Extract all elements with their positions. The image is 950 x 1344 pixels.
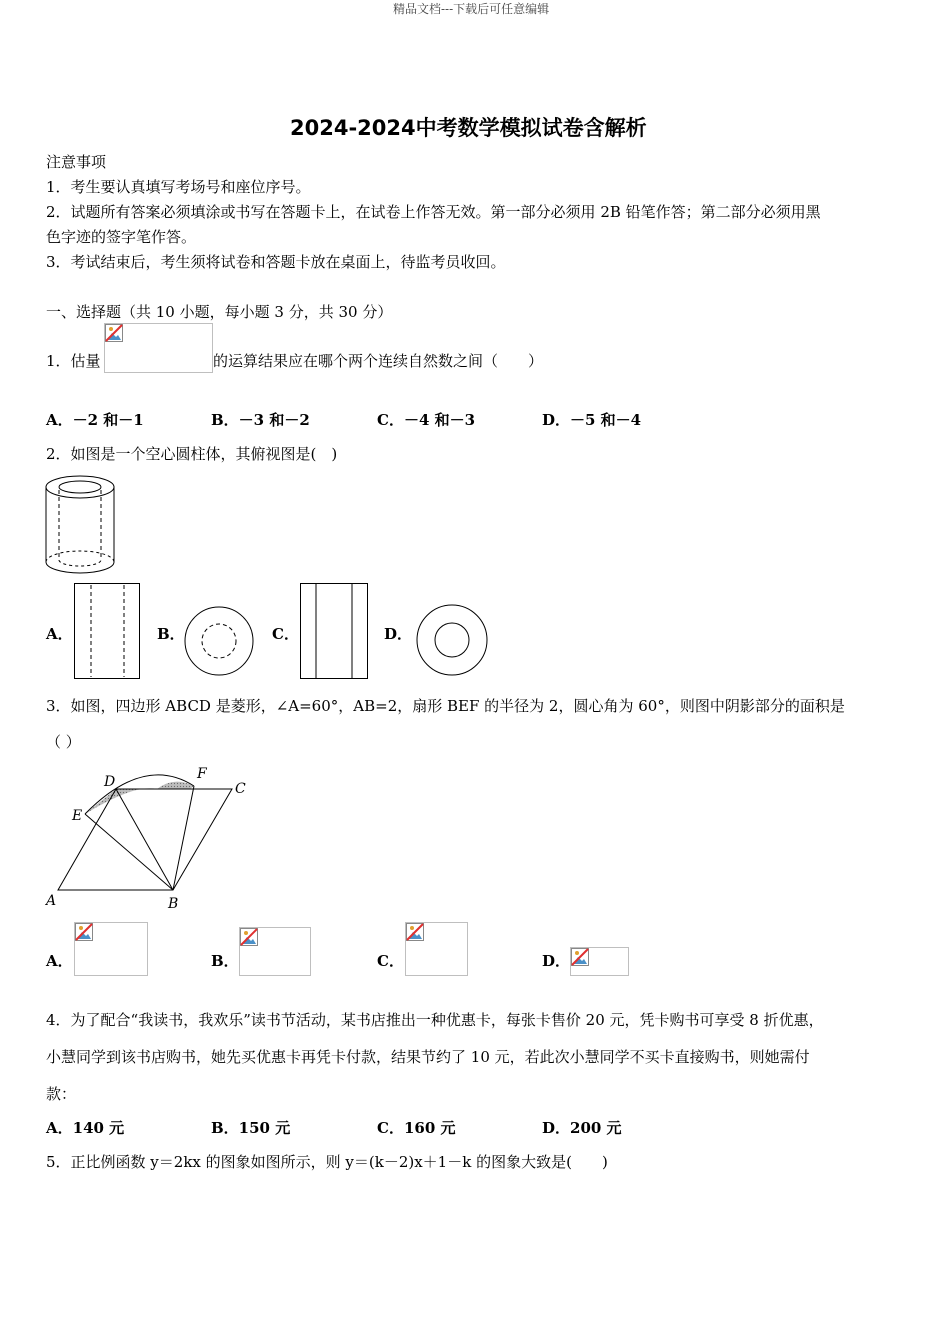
label-f: F bbox=[197, 766, 207, 782]
q3-option-a-image[interactable] bbox=[74, 922, 148, 976]
q1-option-d[interactable]: D．－5 和－4 bbox=[542, 411, 642, 429]
q3-option-a-label[interactable]: A． bbox=[46, 952, 73, 970]
q2-option-a-figure[interactable] bbox=[74, 583, 140, 679]
q1-option-c[interactable]: C．－4 和－3 bbox=[377, 411, 476, 429]
q2-option-d-figure[interactable] bbox=[413, 603, 491, 679]
section-heading: 一、选择题（共 10 小题，每小题 3 分，共 30 分） bbox=[46, 303, 393, 321]
q3-option-c-image[interactable] bbox=[405, 922, 468, 976]
q3-text-line-1: 3．如图，四边形 ABCD 是菱形，∠A=60°，AB=2，扇形 BEF 的半径为 2，圆心角为 60°，则图中阴影部分的面积是 bbox=[46, 697, 845, 715]
q1-option-a[interactable]: A．－2 和－1 bbox=[46, 411, 144, 429]
notice-item-1: 1．考生要认真填写考场号和座位序号。 bbox=[46, 178, 311, 196]
label-c: C bbox=[235, 781, 246, 797]
q1-suffix: 的运算结果应在哪个两个连续自然数之间（ ） bbox=[213, 352, 544, 370]
q3-text-line-2: （ ） bbox=[46, 733, 81, 751]
q4-text-line-1: 4．为了配合“我读书，我欢乐”读书节活动，某书店推出一种优惠卡，每张卡售价 20 元，凭卡购书可享受 8 折优惠， bbox=[46, 1011, 824, 1029]
q1-prefix: 1．估量 bbox=[46, 352, 101, 370]
q3-option-c-label[interactable]: C． bbox=[377, 952, 404, 970]
q2-option-c-label[interactable]: C． bbox=[272, 625, 299, 643]
q2-option-b-label[interactable]: B． bbox=[157, 625, 185, 643]
q3-option-d-image[interactable] bbox=[570, 947, 629, 976]
q4-option-d[interactable]: D．200 元 bbox=[542, 1119, 622, 1137]
label-e: E bbox=[72, 808, 83, 824]
q2-option-c-figure[interactable] bbox=[300, 583, 368, 679]
notice-item-3: 3．考试结束后，考生须将试卷和答题卡放在桌面上，待监考员收回。 bbox=[46, 253, 506, 271]
broken-image-icon bbox=[240, 928, 258, 946]
q4-text-line-3: 款： bbox=[46, 1085, 77, 1103]
q3-option-d-label[interactable]: D． bbox=[542, 952, 571, 970]
page-title: 2024-2024中考数学模拟试卷含解析 bbox=[290, 116, 647, 140]
q3-option-b-label[interactable]: B． bbox=[211, 952, 239, 970]
q4-text-line-2: 小慧同学到该书店购书，她先买优惠卡再凭卡付款，结果节约了 10 元，若此次小慧同学不买卡直接购书，则她需付 bbox=[46, 1048, 810, 1066]
label-a: A bbox=[46, 893, 57, 909]
page-header: 精品文档---下载后可任意编辑 bbox=[393, 2, 550, 16]
q4-option-b[interactable]: B．150 元 bbox=[211, 1119, 291, 1137]
broken-image-icon bbox=[75, 923, 93, 941]
q4-option-a[interactable]: A．140 元 bbox=[46, 1119, 125, 1137]
notice-item-2-line-2: 色字迹的签字笔作答。 bbox=[46, 228, 197, 246]
broken-image-icon bbox=[571, 948, 589, 966]
q4-option-c[interactable]: C．160 元 bbox=[377, 1119, 456, 1137]
q2-option-a-label[interactable]: A． bbox=[46, 625, 73, 643]
label-d: D bbox=[104, 774, 116, 790]
notice-item-2-line-1: 2．试题所有答案必须填涂或书写在答题卡上，在试卷上作答无效。第一部分必须用 2B 铅笔作答；第二部分必须用黑 bbox=[46, 203, 821, 221]
notice-heading: 注意事项 bbox=[46, 153, 107, 171]
label-b: B bbox=[168, 896, 179, 912]
q2-text: 2．如图是一个空心圆柱体，其俯视图是( ) bbox=[46, 445, 338, 463]
broken-image-icon bbox=[105, 324, 123, 342]
q2-option-b-figure[interactable] bbox=[183, 603, 255, 679]
q1-option-b[interactable]: B．－3 和－2 bbox=[211, 411, 310, 429]
q2-option-d-label[interactable]: D． bbox=[384, 625, 413, 643]
hollow-cylinder-figure bbox=[44, 474, 118, 578]
q3-option-b-image[interactable] bbox=[239, 927, 311, 976]
broken-image-icon bbox=[406, 923, 424, 941]
rhombus-sector-figure bbox=[44, 764, 254, 914]
q1-formula-image bbox=[104, 323, 213, 373]
q5-text: 5．正比例函数 y＝2kx 的图象如图所示，则 y＝(k－2)x＋1－k 的图象大致是( ) bbox=[46, 1153, 608, 1171]
